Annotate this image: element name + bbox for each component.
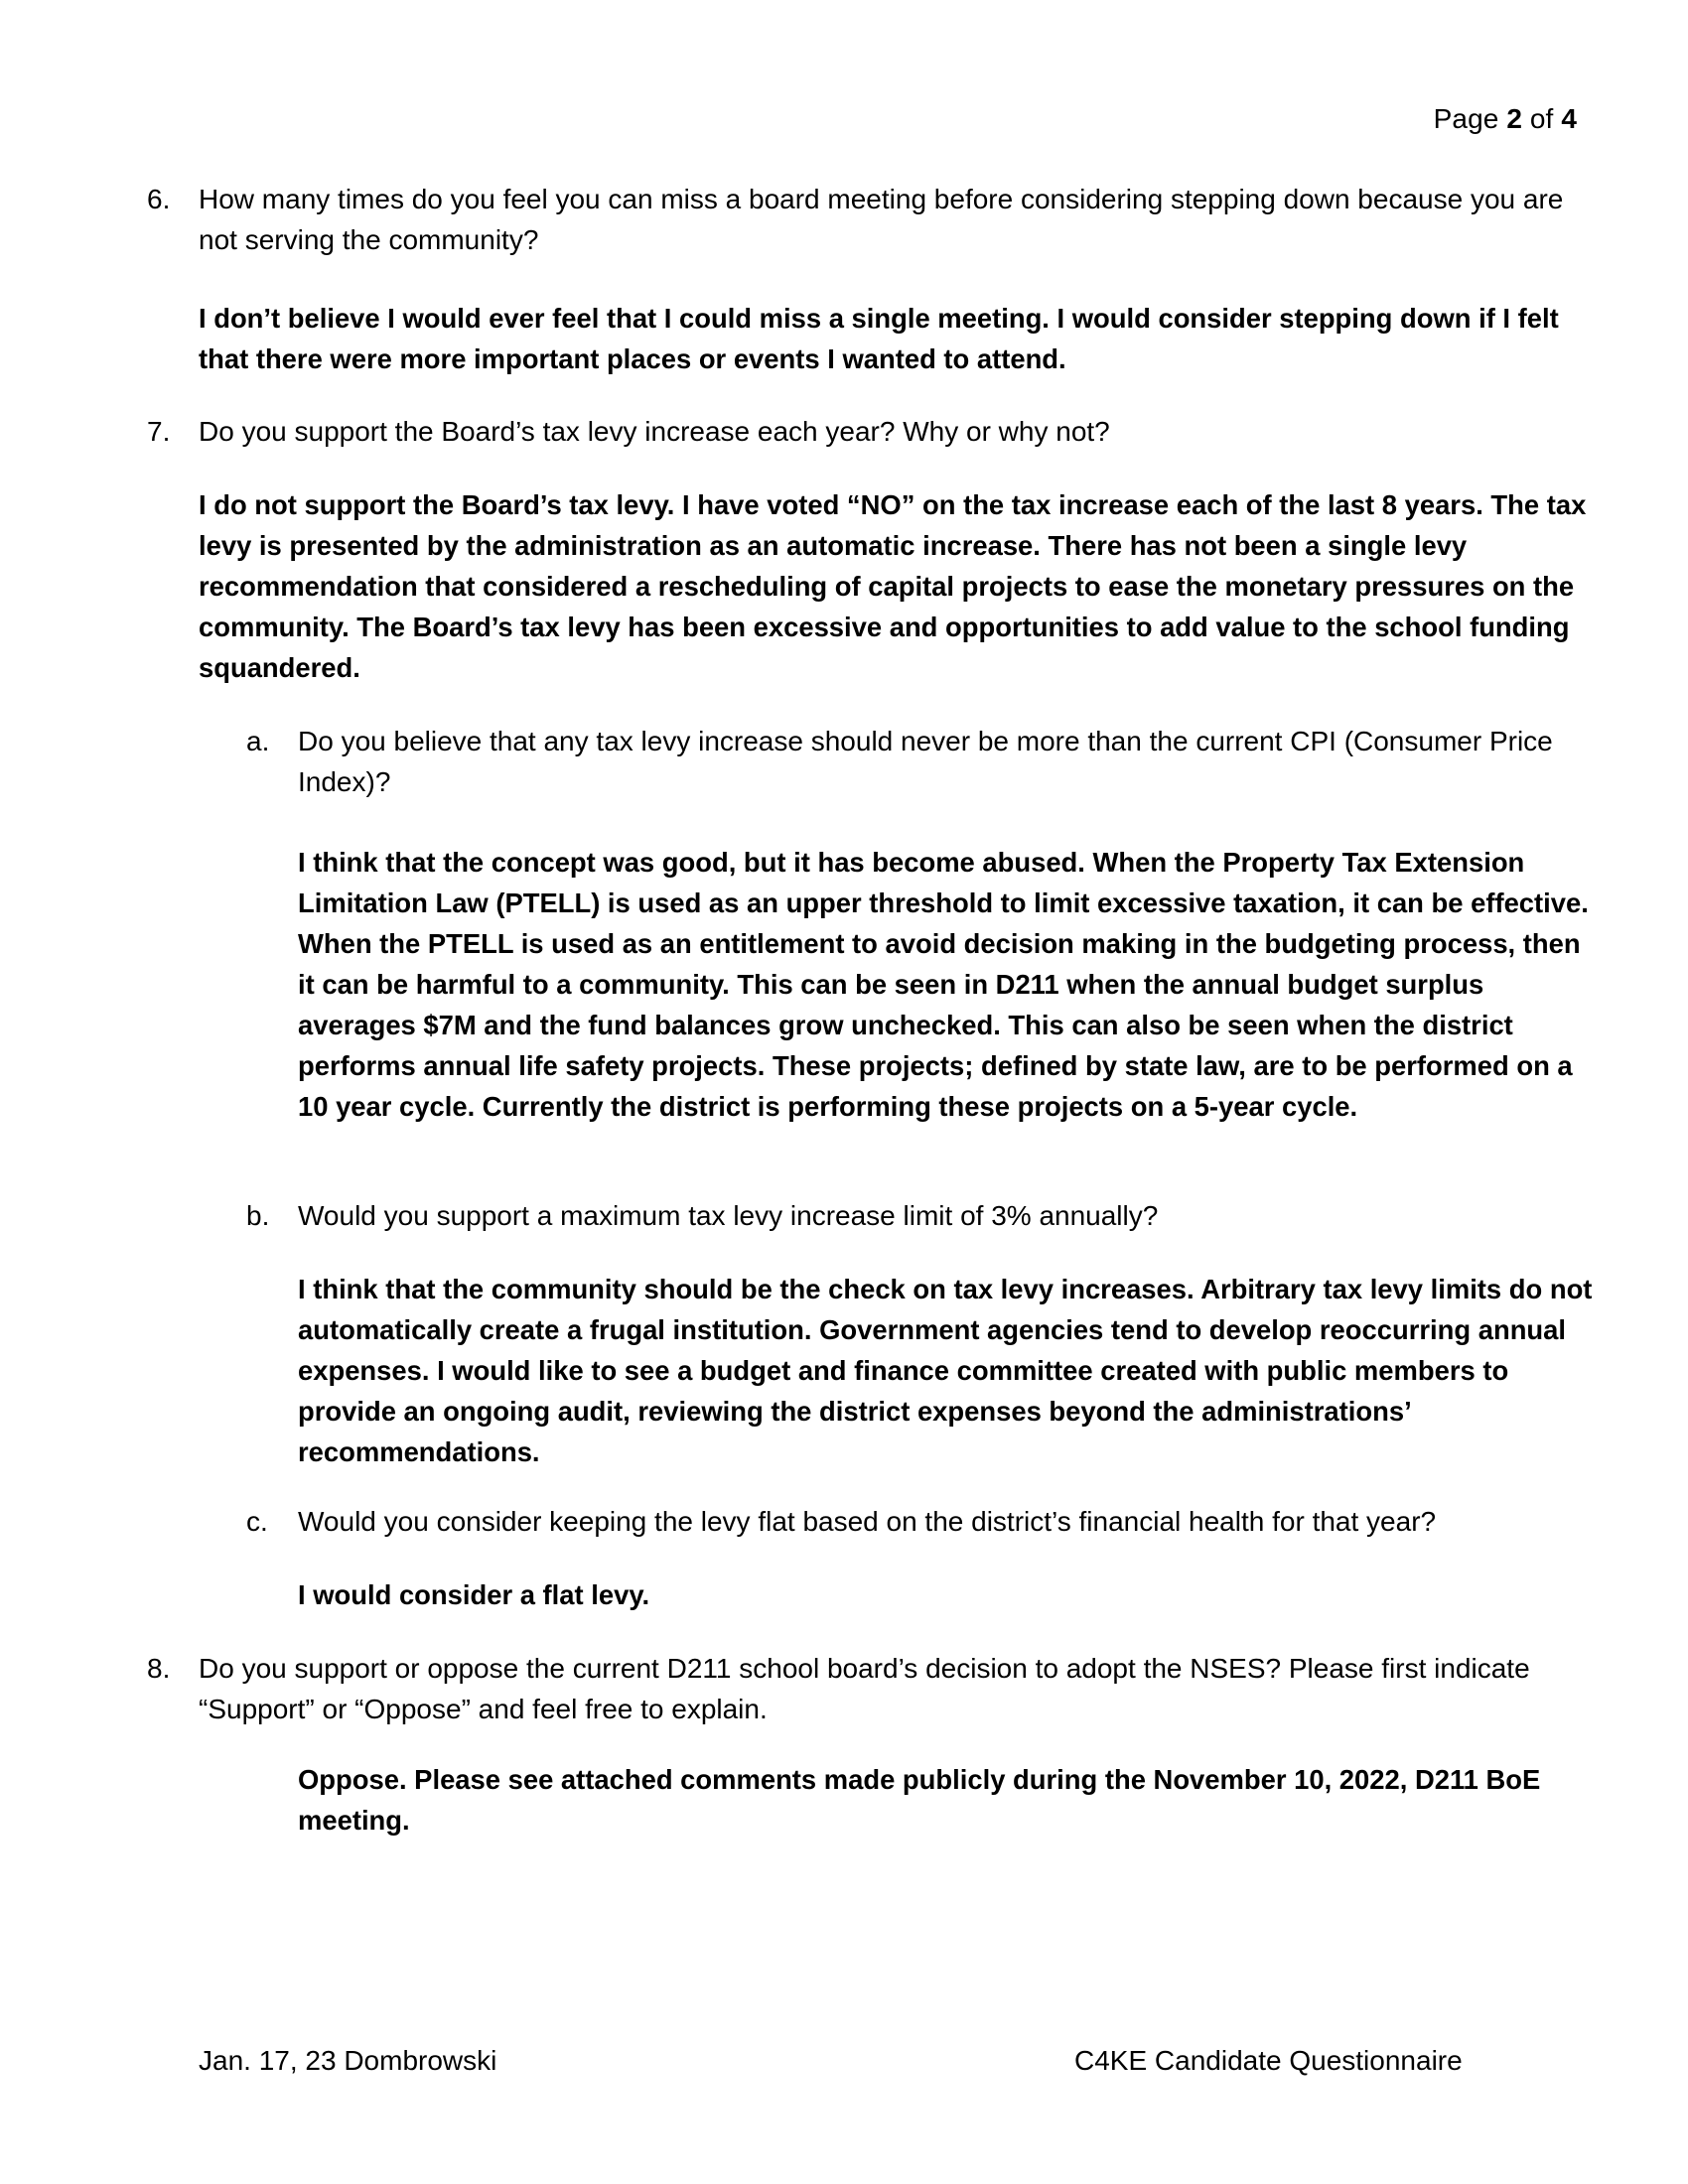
question-text: How many times do you feel you can miss a board meeting before considering stepping down because you are not serving the community? xyxy=(199,184,1564,255)
answer-8: Oppose. Please see attached comments made publicly during the November 10, 2022, D211 BoE meeting. xyxy=(298,1764,1541,1836)
question-text: Would you consider keeping the levy flat based on the district’s financial health for that year? xyxy=(298,1506,1437,1537)
page-number: Page 2 of 4 xyxy=(1433,103,1577,134)
answer-7b: I think that the community should be the check on tax levy increases. Arbitrary tax levy limits do not automatically create a frugal institution. Government agencies tend to develop reoccurring annual expenses. I would like to see a budget and finance committee created with public members to provide an ongoing audit, reviewing the district expenses beyond the administrations’ recommendations. xyxy=(298,1274,1593,1467)
question-number: 6. xyxy=(147,184,171,214)
question-text: Would you support a maximum tax levy increase limit of 3% annually? xyxy=(298,1200,1159,1231)
answer-7: I do not support the Board’s tax levy. I have voted “NO” on the tax increase each of the last 8 years. The tax levy is presented by the administration as an automatic increase. There has not been a single levy recommendation that considered a rescheduling of capital projects to ease the monetary pressures on the community. The Board’s tax levy has been excessive and opportunities to add value to the school funding squandered. xyxy=(199,489,1587,683)
question-text: Do you support the Board’s tax levy increase each year? Why or why not? xyxy=(199,416,1110,447)
question-number: 7. xyxy=(147,416,171,447)
footer-date-author: Jan. 17, 23 Dombrowski xyxy=(199,2045,497,2076)
answer-7c: I would consider a flat levy. xyxy=(298,1579,650,1610)
question-8 xyxy=(147,1648,1589,1729)
question-text: Do you believe that any tax levy increase should never be more than the current CPI (Consumer Price Index)? xyxy=(298,726,1553,797)
answer-7a: I think that the concept was good, but it has become abused. When the Property Tax Extension Limitation Law (PTELL) is used as an upper threshold to limit excessive taxation, it can be effective. When the PTELL is used as an entitlement to avoid decision making in the budgeting process, then it can be harmful to a community. This can be seen in D211 when the annual budget surplus averages $7M and the fund balances grow unchecked. This can also be seen when the district performs annual life safety projects. These projects; defined by state law, are to be performed on a 10 year cycle. Currently the district is performing these projects on a 5-year cycle. xyxy=(298,847,1589,1122)
question-number: 8. xyxy=(147,1653,171,1684)
question-letter: c. xyxy=(246,1506,268,1537)
question-letter: a. xyxy=(246,726,270,756)
question-7c xyxy=(246,1501,1589,1542)
footer-title: C4KE Candidate Questionnaire xyxy=(1074,2045,1463,2076)
question-7 xyxy=(147,411,1589,452)
question-7a xyxy=(246,721,1589,802)
question-letter: b. xyxy=(246,1200,270,1231)
question-6 xyxy=(147,179,1589,260)
question-7b xyxy=(246,1195,1589,1236)
question-text: Do you support or oppose the current D211 school board’s decision to adopt the NSES? Please first indicate “Support” or “Oppose” and feel free to explain. xyxy=(199,1653,1530,1724)
answer-6: I don’t believe I would ever feel that I could miss a single meeting. I would consider stepping down if I felt that there were more important places or events I wanted to attend. xyxy=(199,303,1559,374)
